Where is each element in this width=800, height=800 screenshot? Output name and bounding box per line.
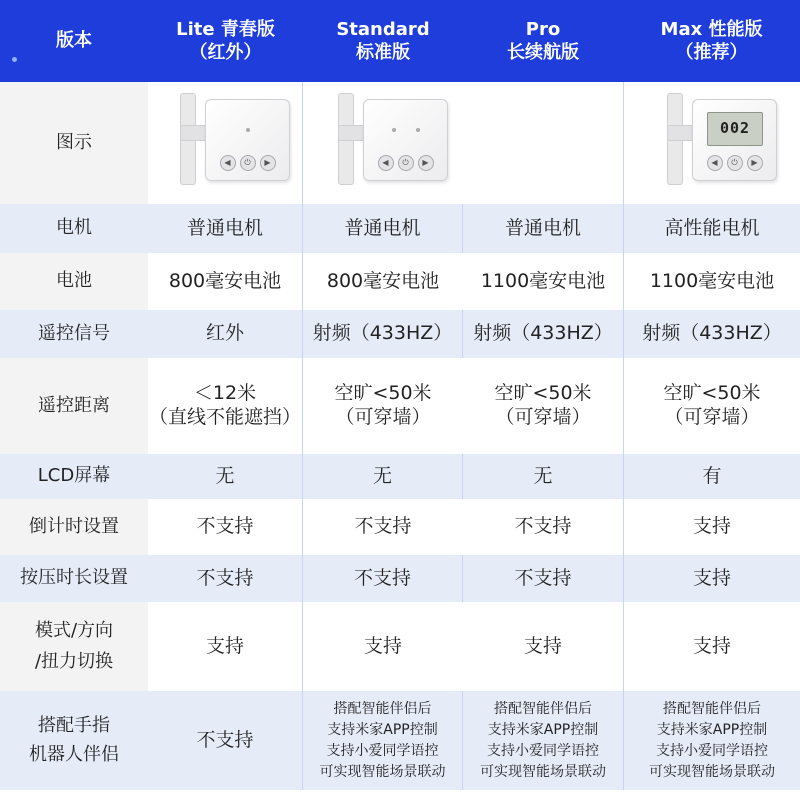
mode-lite: 支持 [148,602,303,691]
battery-standard: 800毫安电池 [303,253,463,310]
battery-lite: 800毫安电池 [148,253,303,310]
header-label-text: 版本 [56,30,92,52]
device-image-lite [148,82,303,204]
header-pro-line1: Pro [525,18,561,40]
device-illustration [160,91,290,196]
header-max-line2: （推荐） [675,42,748,63]
motor-standard: 普通电机 [303,204,463,253]
signal-max: 射频（433HZ） [623,310,800,358]
robot-feature-line: 可实现智能场景联动 [649,763,775,780]
countdown-lite: 不支持 [148,499,303,555]
header-lite-line2: （红外） [189,42,262,63]
header-standard-line2: 标准版 [356,42,410,63]
countdown-max: 支持 [623,499,800,555]
motor-max: 高性能电机 [623,204,800,253]
device-image-standard [303,82,463,204]
distance-pro [463,358,623,454]
row-label-lcd: LCD屏幕 [0,454,148,499]
signal-standard: 射频（433HZ） [303,310,463,358]
lcd-standard: 无 [303,454,463,499]
distance-pro-line2: （可穿墙） [495,406,591,428]
header-pro [463,0,623,82]
lcd-pro: 无 [463,454,623,499]
mode-label-line1: 模式/方向 [34,619,114,641]
motor-lite: 普通电机 [148,204,303,253]
header-standard-line1: Standard [336,18,430,40]
header-standard [303,0,463,82]
row-label-press-duration: 按压时长设置 [0,555,148,602]
row-label-distance: 遥控距离 [0,358,148,454]
distance-standard [303,358,463,454]
lcd-display: 002 [707,112,763,146]
left-arrow-icon: ◀ [378,155,394,171]
robot-feature-line: 支持米家APP控制 [327,721,438,738]
press-pro: 不支持 [463,555,623,602]
distance-pro-line1: 空旷<50米 [494,382,592,405]
lcd-max: 有 [623,454,800,499]
motor-pro: 普通电机 [463,204,623,253]
header-max [623,0,800,82]
row-label-image: 图示 [0,82,148,204]
robot-feature-line: 搭配智能伴侣后 [663,700,761,717]
signal-pro: 射频（433HZ） [463,310,623,358]
robot-feature-line: 支持小爱同学语控 [326,742,439,759]
signal-lite: 红外 [148,310,303,358]
mode-pro: 支持 [463,602,623,691]
row-label-robot [0,691,148,790]
distance-lite-line1: ＜12米 [193,382,257,405]
robot-max [623,691,800,790]
row-label-signal: 遥控信号 [0,310,148,358]
robot-lite: 不支持 [148,691,303,790]
row-label-motor: 电机 [0,204,148,253]
battery-max: 1100毫安电池 [623,253,800,310]
device-illustration-lcd [647,91,777,196]
robot-feature-line: 支持小爱同学语控 [487,742,599,759]
left-arrow-icon: ◀ [220,155,236,171]
robot-label-line2: 机器人伴侣 [29,743,119,765]
robot-feature-line: 支持米家APP控制 [656,721,768,738]
mode-label-line2: /扭力切换 [34,650,114,672]
header-dot-icon [12,57,17,62]
header-lite [148,0,303,82]
distance-max-line2: （可穿墙） [664,406,760,428]
robot-feature-line: 支持小爱同学语控 [656,742,768,759]
lcd-lite: 无 [148,454,303,499]
robot-standard [303,691,463,790]
countdown-pro: 不支持 [463,499,623,555]
device-illustration [318,91,448,196]
robot-feature-line: 可实现智能场景联动 [319,763,446,780]
press-standard: 不支持 [303,555,463,602]
distance-lite [148,358,303,454]
robot-feature-line: 支持米家APP控制 [487,721,599,738]
robot-label-line1: 搭配手指 [38,714,110,736]
robot-feature-line: 可实现智能场景联动 [480,763,606,780]
row-label-countdown: 倒计时设置 [0,499,148,555]
row-label-battery: 电池 [0,253,148,310]
robot-feature-line: 搭配智能伴侣后 [333,700,432,717]
robot-feature-line: 搭配智能伴侣后 [494,700,592,717]
header-pro-line2: 长续航版 [507,42,579,63]
device-image-max [623,82,800,204]
battery-pro: 1100毫安电池 [463,253,623,310]
mode-standard: 支持 [303,602,463,691]
row-label-mode [0,602,148,691]
right-arrow-icon: ▶ [260,155,276,171]
mode-max: 支持 [623,602,800,691]
header-version-label [0,0,148,82]
right-arrow-icon: ▶ [418,155,434,171]
device-image-pro [463,82,623,204]
distance-standard-line1: 空旷<50米 [334,382,432,405]
power-icon: ⏻ [727,155,743,171]
robot-pro [463,691,623,790]
countdown-standard: 不支持 [303,499,463,555]
header-max-line1: Max 性能版 [660,18,763,40]
power-icon: ⏻ [398,155,414,171]
press-lite: 不支持 [148,555,303,602]
header-lite-line1: Lite 青春版 [176,18,275,40]
distance-lite-line2: （直线不能遮挡） [148,406,301,428]
press-max: 支持 [623,555,800,602]
left-arrow-icon: ◀ [707,155,723,171]
right-arrow-icon: ▶ [747,155,763,171]
distance-max [623,358,800,454]
distance-max-line1: 空旷<50米 [663,382,761,405]
distance-standard-line2: （可穿墙） [335,406,431,428]
power-icon: ⏻ [240,155,256,171]
